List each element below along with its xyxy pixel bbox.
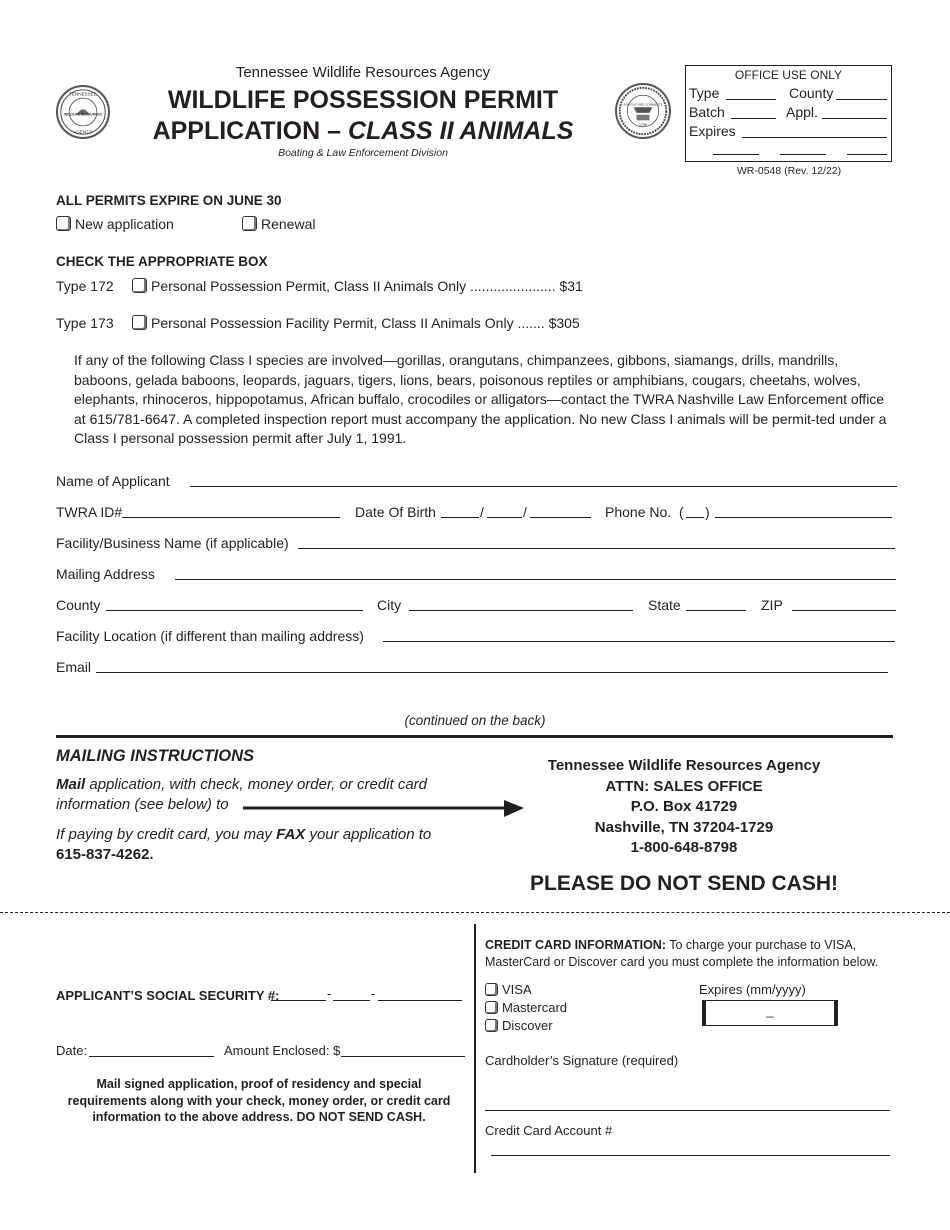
svg-text:AGRICULTURE COMMERCE: AGRICULTURE COMMERCE <box>623 102 663 107</box>
expiration-input[interactable] <box>702 1000 838 1026</box>
zip-input[interactable] <box>792 610 896 611</box>
check-box-heading: CHECK THE APPROPRIATE BOX <box>56 254 268 269</box>
type172-checkbox[interactable] <box>132 278 147 293</box>
phone-label: Phone No. <box>605 504 672 520</box>
email-input[interactable] <box>96 672 888 673</box>
state-label: State <box>648 597 681 613</box>
bottom-divider <box>474 924 476 1173</box>
office-use-title: OFFICE USE ONLY <box>734 68 843 82</box>
dob-slash-1: / <box>480 504 484 520</box>
name-label: Name of Applicant <box>56 473 170 489</box>
renewal-checkbox[interactable] <box>242 216 257 231</box>
phone-close-paren: ) <box>705 504 710 520</box>
mailing-address-block <box>534 756 834 859</box>
type173-option[interactable] <box>132 315 580 331</box>
type173-description: Personal Possession Facility Permit, Class II Animals Only ....... $305 <box>151 315 580 331</box>
no-cash-warning: PLEASE DO NOT SEND CASH! <box>529 872 839 895</box>
mail-instructions-note: Mail signed application, proof of residency and special requirements along with your check, money order, or credit card information to the above address. DO NOT SEND CASH. <box>67 1077 451 1124</box>
type172-description: Personal Possession Permit, Class II Animals Only ...................... $31 <box>151 278 583 294</box>
discover-checkbox[interactable] <box>485 1019 498 1032</box>
county-input[interactable] <box>106 610 363 611</box>
dob-year-input[interactable] <box>530 517 591 518</box>
type172-label: Type 172 <box>56 278 114 294</box>
type172-option[interactable] <box>132 278 583 294</box>
dob-slash-2: / <box>523 504 527 520</box>
svg-text:TENNESSEE: TENNESSEE <box>69 91 97 97</box>
address-line-agency: Tennessee Wildlife Resources Agency <box>547 757 821 774</box>
state-input[interactable] <box>686 610 746 611</box>
address-line-pobox: P.O. Box 41729 <box>630 798 738 815</box>
renewal-label: Renewal <box>261 216 316 232</box>
expiration-separator: _ <box>766 1003 774 1018</box>
county-label: County <box>56 597 101 613</box>
twra-id-label: TWRA ID# <box>56 504 123 520</box>
card-mastercard-option[interactable] <box>485 1000 567 1015</box>
mailing-address-label: Mailing Address <box>56 566 155 582</box>
svg-text:WILDLIFE RESOURCES: WILDLIFE RESOURCES <box>64 112 102 117</box>
address-line-phone: 1-800-648-8798 <box>630 839 738 856</box>
phone-area-input[interactable] <box>686 517 704 518</box>
form-number: WR-0548 (Rev. 12/22) <box>736 165 842 177</box>
dob-label: Date Of Birth <box>355 504 436 520</box>
type173-checkbox[interactable] <box>132 315 147 330</box>
ssn-label: APPLICANT’S SOCIAL SECURITY #: <box>56 988 280 1003</box>
renewal-option[interactable] <box>242 216 315 232</box>
agency-name: Tennessee Wildlife Resources Agency <box>235 64 491 81</box>
signature-input[interactable] <box>485 1110 890 1111</box>
office-expires-line <box>742 137 887 138</box>
fax-number: 615-837-4262. <box>56 846 154 863</box>
arrow-right-icon <box>240 799 525 819</box>
form-title-line1: WILDLIFE POSSESSION PERMIT <box>167 86 559 114</box>
dob-month-input[interactable] <box>441 517 479 518</box>
name-input[interactable] <box>190 486 897 487</box>
zip-label: ZIP <box>761 597 783 613</box>
facility-location-input[interactable] <box>383 641 895 642</box>
account-label: Credit Card Account # <box>485 1123 613 1138</box>
ssn-part2-input[interactable] <box>333 1000 370 1001</box>
office-blank-line-2 <box>780 154 826 155</box>
type173-label: Type 173 <box>56 315 114 331</box>
city-input[interactable] <box>409 610 633 611</box>
office-batch-label: Batch <box>689 104 725 120</box>
mail-instruction-text: Mail application, with check, money order, or credit card information (see below) to <box>56 776 428 813</box>
cut-line <box>0 912 950 913</box>
new-application-option[interactable] <box>56 216 174 232</box>
phone-open-paren: ( <box>679 504 684 520</box>
address-line-city: Nashville, TN 37204-1729 <box>594 818 774 836</box>
office-blank-line-3 <box>847 154 887 155</box>
form-title-line2: APPLICATION – CLASS II ANIMALS <box>152 117 574 145</box>
email-label: Email <box>56 659 92 675</box>
continued-note: (continued on the back) <box>404 713 546 728</box>
date-input[interactable] <box>89 1056 214 1057</box>
office-blank-line-1 <box>713 154 759 155</box>
dob-day-input[interactable] <box>487 517 522 518</box>
section-divider <box>56 735 893 738</box>
ssn-part3-input[interactable] <box>378 1000 462 1001</box>
mailing-address-input[interactable] <box>175 579 896 580</box>
facility-location-label: Facility Location (if different than mailing address) <box>56 628 364 644</box>
facility-name-input[interactable] <box>298 548 895 549</box>
facility-name-label: Facility/Business Name (if applicable) <box>56 535 289 551</box>
ssn-dash-1: - <box>327 986 332 1001</box>
svg-text:1796: 1796 <box>638 122 648 127</box>
division-name: Boating & Law Enforcement Division <box>278 147 448 159</box>
phone-number-input[interactable] <box>715 517 892 518</box>
office-county-label: County <box>789 85 834 101</box>
address-line-attn: ATTN: SALES OFFICE <box>605 777 763 795</box>
office-appl-label: Appl. <box>786 104 818 120</box>
city-label: City <box>377 597 402 613</box>
office-type-label: Type <box>689 85 720 101</box>
mastercard-checkbox[interactable] <box>485 1001 498 1014</box>
class-one-notice: If any of the following Class I species are involved—gorillas, orangutans, chimpanzees, gibbons, siamangs, drills, mandrills, baboons, gelada baboons, leopards, jaguars, tigers, lions, bears, poisonous reptiles or amphibians, cougars, cheetahs, wolves, elephants, rhinoceros, hippopotamus, African buffalo, crocodiles or alligators—contact the TWRA Nashville Law Enforcement office at 615/781-6647. A completed inspection report must accompany the application. No new Class I animals will be permit-ted under a Class I personal possession permit after July 1, 1991. <box>74 352 887 446</box>
twra-seal-logo <box>56 85 110 139</box>
fax-instruction-text: If paying by credit card, you may FAX your application to <box>56 826 432 843</box>
mastercard-label: Mastercard <box>502 1000 568 1015</box>
date-label: Date: <box>56 1043 88 1058</box>
twra-id-input[interactable] <box>122 517 340 518</box>
account-input[interactable] <box>491 1155 890 1156</box>
ssn-part1-input[interactable] <box>271 1000 326 1001</box>
office-batch-line <box>731 118 776 119</box>
office-appl-line <box>822 118 887 119</box>
office-county-line <box>836 99 887 100</box>
signature-label: Cardholder’s Signature (required) <box>485 1053 679 1068</box>
office-expires-label: Expires <box>689 123 736 139</box>
expires-label: Expires (mm/yyyy) <box>699 982 806 997</box>
visa-label: VISA <box>502 982 532 997</box>
amount-input[interactable] <box>341 1056 465 1057</box>
office-type-line <box>726 99 776 100</box>
card-discover-option[interactable] <box>485 1018 553 1033</box>
tennessee-state-seal-logo <box>615 83 671 139</box>
discover-label: Discover <box>502 1018 553 1033</box>
credit-card-intro: CREDIT CARD INFORMATION: To charge your purchase to VISA, MasterCard or Discover card you must complete the information below. <box>485 938 879 969</box>
ssn-dash-2: - <box>371 986 376 1001</box>
expire-heading: ALL PERMITS EXPIRE ON JUNE 30 <box>56 193 282 208</box>
visa-checkbox[interactable] <box>485 983 498 996</box>
mailing-instructions-heading: MAILING INSTRUCTIONS <box>56 747 254 765</box>
svg-text:AGENCY: AGENCY <box>73 129 93 135</box>
card-visa-option[interactable] <box>485 982 532 997</box>
new-application-label: New application <box>75 216 174 232</box>
amount-label: Amount Enclosed: $ <box>224 1043 341 1058</box>
office-use-box <box>685 65 892 162</box>
new-application-checkbox[interactable] <box>56 216 71 231</box>
